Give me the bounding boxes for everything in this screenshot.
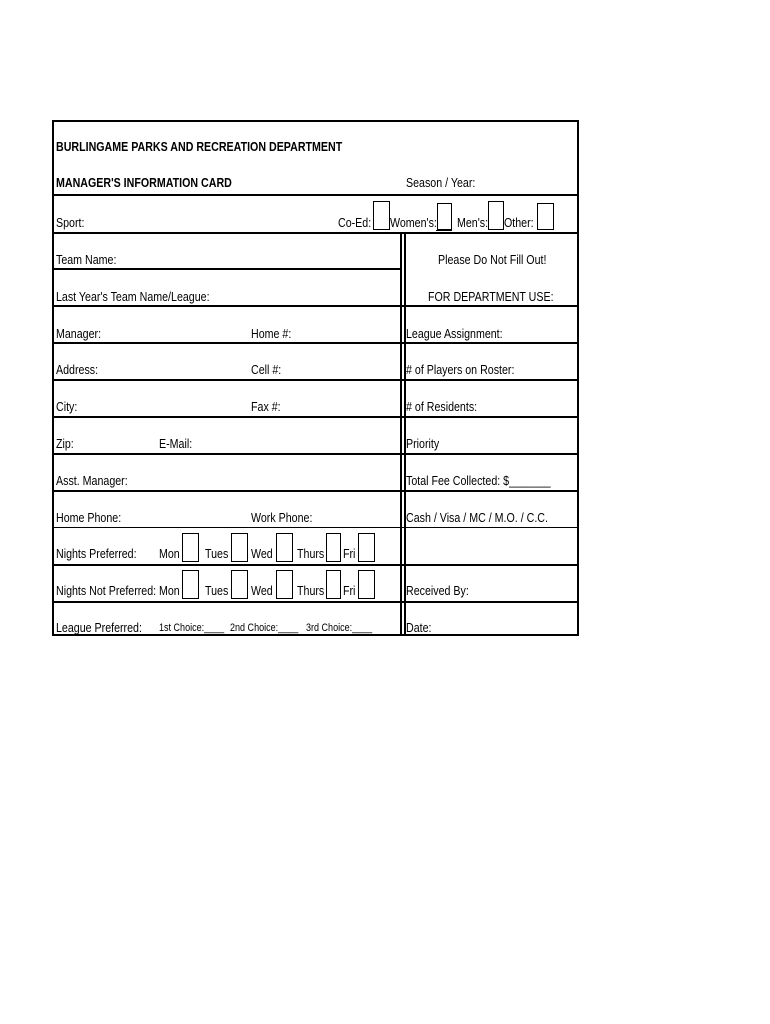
divider-line bbox=[54, 453, 579, 455]
address-label: Address: bbox=[56, 362, 99, 377]
card-title: MANAGER'S INFORMATION CARD bbox=[56, 175, 232, 190]
divider-line bbox=[54, 232, 579, 234]
residents-label: # of Residents: bbox=[406, 399, 478, 414]
divider-line bbox=[54, 305, 579, 307]
managers-information-card bbox=[52, 120, 579, 636]
received-by-label: Received By: bbox=[406, 583, 469, 598]
league-preferred-label: League Preferred: bbox=[56, 620, 142, 635]
nights-preferred-wed-checkbox[interactable] bbox=[276, 533, 293, 562]
department-use-heading: FOR DEPARTMENT USE: bbox=[428, 289, 554, 304]
season-year-label: Season / Year: bbox=[406, 175, 476, 190]
cell-number-label: Cell #: bbox=[251, 362, 282, 377]
fax-number-label: Fax #: bbox=[251, 399, 281, 414]
work-phone-label: Work Phone: bbox=[251, 510, 313, 525]
column-divider bbox=[400, 232, 402, 636]
divider-line bbox=[54, 268, 400, 270]
team-name-label: Team Name: bbox=[56, 252, 117, 267]
nights-preferred-mon-checkbox[interactable] bbox=[182, 533, 199, 562]
first-choice-label: 1st Choice:____ bbox=[159, 622, 225, 634]
nights-preferred-fri-checkbox[interactable] bbox=[358, 533, 375, 562]
mens-label: Men's: bbox=[457, 215, 489, 230]
womens-label: Women's: bbox=[390, 215, 437, 230]
do-not-fill-notice: Please Do Not Fill Out! bbox=[438, 252, 547, 267]
womens-checkbox[interactable] bbox=[437, 203, 452, 230]
asst-manager-label: Asst. Manager: bbox=[56, 473, 128, 488]
nights-not-preferred-tues-checkbox[interactable] bbox=[231, 570, 248, 599]
date-label: Date: bbox=[406, 620, 432, 635]
divider-line bbox=[54, 564, 579, 566]
divider-line bbox=[54, 342, 579, 344]
league-assignment-label: League Assignment: bbox=[406, 326, 503, 341]
coed-checkbox[interactable] bbox=[373, 201, 390, 230]
zip-label: Zip: bbox=[56, 436, 74, 451]
sport-label: Sport: bbox=[56, 215, 85, 230]
other-checkbox[interactable] bbox=[537, 203, 554, 230]
divider-line bbox=[54, 527, 579, 528]
coed-label: Co-Ed: bbox=[338, 215, 372, 230]
tues-label: Tues bbox=[205, 546, 229, 561]
column-divider bbox=[404, 232, 406, 636]
divider-line bbox=[54, 601, 579, 603]
manager-label: Manager: bbox=[56, 326, 102, 341]
players-on-roster-label: # of Players on Roster: bbox=[406, 362, 515, 377]
fri-label: Fri bbox=[343, 546, 356, 561]
total-fee-label: Total Fee Collected: $_______ bbox=[406, 473, 551, 488]
email-label: E-Mail: bbox=[159, 436, 193, 451]
nights-preferred-tues-checkbox[interactable] bbox=[231, 533, 248, 562]
priority-label: Priority bbox=[406, 436, 440, 451]
other-label: Other: bbox=[504, 215, 534, 230]
mens-checkbox[interactable] bbox=[488, 201, 504, 230]
womens-line bbox=[436, 230, 452, 231]
last-year-label: Last Year's Team Name/League: bbox=[56, 289, 210, 304]
nights-not-preferred-mon-checkbox[interactable] bbox=[182, 570, 199, 599]
thurs-label: Thurs bbox=[297, 546, 325, 561]
divider-line bbox=[54, 416, 579, 418]
divider-line bbox=[54, 379, 579, 381]
payment-methods-label: Cash / Visa / MC / M.O. / C.C. bbox=[406, 510, 548, 525]
nights-not-preferred-wed-checkbox[interactable] bbox=[276, 570, 293, 599]
thurs-label: Thurs bbox=[297, 583, 325, 598]
city-label: City: bbox=[56, 399, 78, 414]
fri-label: Fri bbox=[343, 583, 356, 598]
mon-label: Mon bbox=[159, 546, 180, 561]
nights-not-preferred-thurs-checkbox[interactable] bbox=[326, 570, 341, 599]
wed-label: Wed bbox=[251, 583, 273, 598]
tues-label: Tues bbox=[205, 583, 229, 598]
nights-preferred-thurs-checkbox[interactable] bbox=[326, 533, 341, 562]
divider-line bbox=[54, 490, 579, 492]
nights-preferred-label: Nights Preferred: bbox=[56, 546, 137, 561]
home-number-label: Home #: bbox=[251, 326, 292, 341]
divider-line bbox=[54, 194, 579, 196]
second-choice-label: 2nd Choice:____ bbox=[230, 622, 299, 634]
department-title: BURLINGAME PARKS AND RECREATION DEPARTMENT bbox=[56, 139, 343, 154]
third-choice-label: 3rd Choice:____ bbox=[306, 622, 373, 634]
home-phone-label: Home Phone: bbox=[56, 510, 122, 525]
wed-label: Wed bbox=[251, 546, 273, 561]
nights-not-preferred-fri-checkbox[interactable] bbox=[358, 570, 375, 599]
nights-not-preferred-label: Nights Not Preferred: bbox=[56, 583, 157, 598]
mon-label: Mon bbox=[159, 583, 180, 598]
